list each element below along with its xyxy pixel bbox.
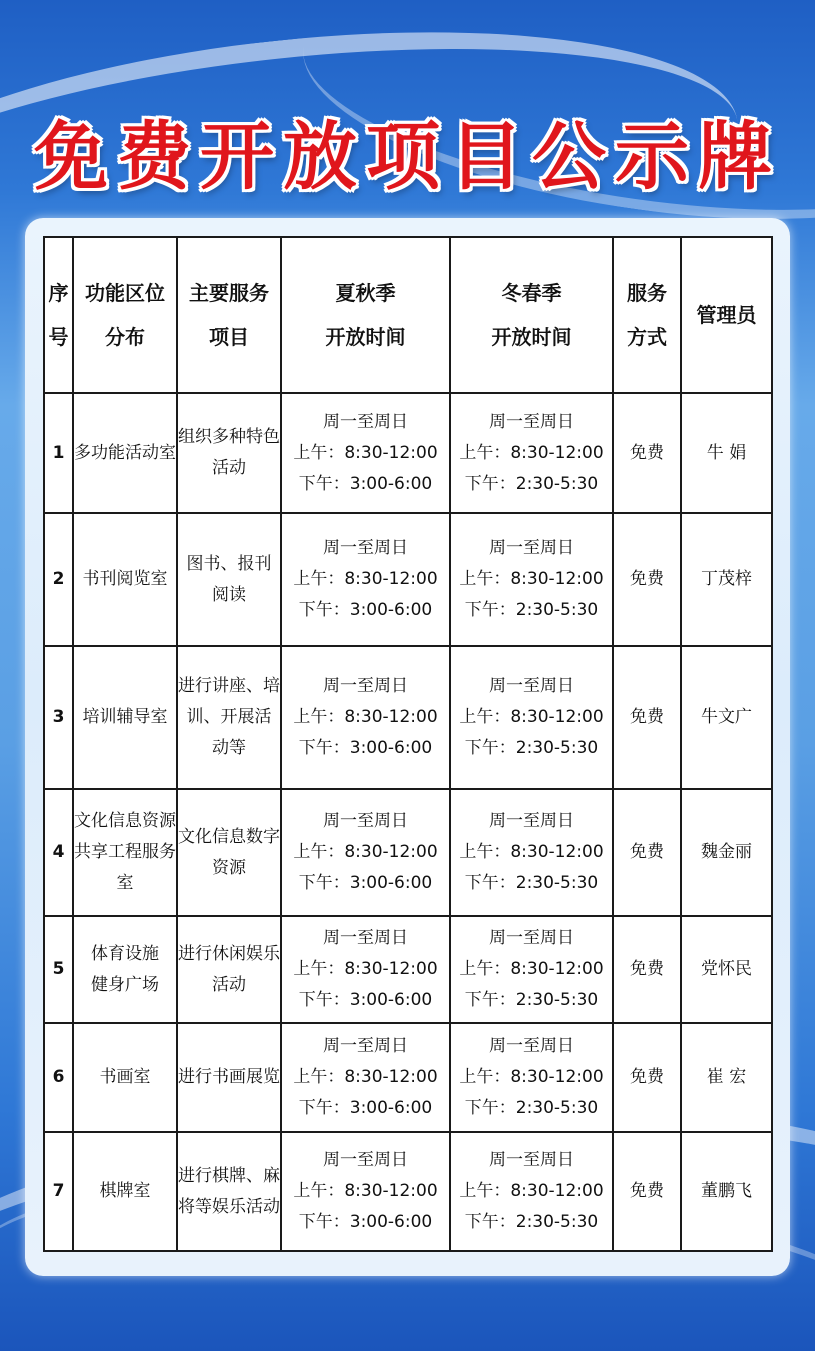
area-line: 棋牌室 xyxy=(99,1181,151,1201)
row-service xyxy=(177,646,281,789)
header-number-line1: 序 xyxy=(48,281,69,305)
summer-afternoon: 下午：3:00-6:00 xyxy=(298,600,433,620)
winter-days: 周一至周日 xyxy=(489,928,574,948)
row-winter-hours xyxy=(450,1132,613,1251)
service-line: 进行书画展览 xyxy=(178,1067,280,1087)
row-service xyxy=(177,513,281,646)
row-area xyxy=(73,513,177,646)
winter-afternoon: 下午：2:30-5:30 xyxy=(464,738,599,758)
row-area xyxy=(73,393,177,513)
winter-days: 周一至周日 xyxy=(489,411,574,432)
winter-afternoon: 下午：2:30-5:30 xyxy=(464,473,599,494)
row-admin: 崔 宏 xyxy=(681,1023,772,1132)
row-service-mode: 免费 xyxy=(613,646,681,789)
summer-morning: 上午：8:30-12:00 xyxy=(293,707,438,727)
winter-afternoon: 下午：2:30-5:30 xyxy=(464,990,599,1010)
row-winter-hours xyxy=(450,789,613,916)
winter-morning: 上午：8:30-12:00 xyxy=(459,569,604,589)
row-service-mode: 免费 xyxy=(613,1132,681,1251)
service-line: 进行休闲娱乐 xyxy=(178,943,280,964)
service-line: 进行棋牌、麻 xyxy=(178,1165,280,1186)
header-summer-line1: 夏秋季 xyxy=(335,281,396,305)
service-line: 阅读 xyxy=(212,584,246,605)
summer-morning: 上午：8:30-12:00 xyxy=(293,442,438,463)
row-area xyxy=(73,1132,177,1251)
summer-days: 周一至周日 xyxy=(323,411,408,432)
row-area xyxy=(73,916,177,1023)
header-service xyxy=(177,237,281,393)
table-row xyxy=(44,513,772,646)
row-area xyxy=(73,789,177,916)
area-line: 书刊阅览室 xyxy=(82,569,168,589)
row-service-mode: 免费 xyxy=(613,393,681,513)
row-area xyxy=(73,1023,177,1132)
summer-morning: 上午：8:30-12:00 xyxy=(293,959,438,979)
summer-afternoon: 下午：3:00-6:00 xyxy=(298,873,433,893)
header-row xyxy=(44,237,772,393)
row-service xyxy=(177,916,281,1023)
row-summer-hours xyxy=(281,393,450,513)
area-line: 共享工程服务 xyxy=(74,842,176,862)
summer-morning: 上午：8:30-12:00 xyxy=(293,1067,438,1087)
row-number: 7 xyxy=(44,1132,73,1251)
row-summer-hours xyxy=(281,916,450,1023)
row-number: 3 xyxy=(44,646,73,789)
row-service-mode: 免费 xyxy=(613,916,681,1023)
header-admin-label: 管理员 xyxy=(696,303,757,327)
row-summer-hours xyxy=(281,1023,450,1132)
summer-morning: 上午：8:30-12:00 xyxy=(293,842,438,862)
winter-morning: 上午：8:30-12:00 xyxy=(459,959,604,979)
service-line: 进行讲座、培 xyxy=(178,676,280,696)
winter-afternoon: 下午：2:30-5:30 xyxy=(464,600,599,620)
service-line: 训、开展活 xyxy=(186,707,272,727)
area-line: 健身广场 xyxy=(91,974,159,995)
row-summer-hours xyxy=(281,1132,450,1251)
header-mode-line1: 服务 xyxy=(627,281,667,305)
summer-days: 周一至周日 xyxy=(323,1036,408,1056)
winter-days: 周一至周日 xyxy=(489,811,574,831)
area-line: 体育设施 xyxy=(91,943,159,964)
winter-days: 周一至周日 xyxy=(489,1150,574,1170)
service-line: 将等娱乐活动 xyxy=(178,1196,280,1217)
area-line: 多功能活动室 xyxy=(74,442,176,463)
row-service-mode: 免费 xyxy=(613,1023,681,1132)
header-service-mode xyxy=(613,237,681,393)
row-summer-hours xyxy=(281,646,450,789)
service-line: 图书、报刊 xyxy=(186,553,272,574)
row-service xyxy=(177,393,281,513)
service-line: 动等 xyxy=(212,738,246,758)
header-summer-hours xyxy=(281,237,450,393)
summer-days: 周一至周日 xyxy=(323,538,408,558)
row-winter-hours xyxy=(450,1023,613,1132)
row-winter-hours xyxy=(450,916,613,1023)
table-row xyxy=(44,789,772,916)
row-service-mode: 免费 xyxy=(613,789,681,916)
row-winter-hours xyxy=(450,393,613,513)
header-summer-line2: 开放时间 xyxy=(325,325,406,349)
table-row xyxy=(44,1132,772,1251)
summer-afternoon: 下午：3:00-6:00 xyxy=(298,738,433,758)
header-area-line1: 功能区位 xyxy=(85,281,165,305)
area-line: 书画室 xyxy=(99,1067,151,1087)
header-service-line2: 项目 xyxy=(209,325,249,349)
winter-days: 周一至周日 xyxy=(489,1036,574,1056)
summer-days: 周一至周日 xyxy=(323,676,408,696)
header-area xyxy=(73,237,177,393)
winter-days: 周一至周日 xyxy=(489,538,574,558)
summer-days: 周一至周日 xyxy=(323,811,408,831)
row-winter-hours xyxy=(450,646,613,789)
header-winter-line2: 开放时间 xyxy=(491,325,572,349)
header-winter-hours xyxy=(450,237,613,393)
header-admin xyxy=(681,237,772,393)
summer-morning: 上午：8:30-12:00 xyxy=(293,569,438,589)
row-admin: 魏金丽 xyxy=(681,789,772,916)
row-number: 1 xyxy=(44,393,73,513)
service-line: 活动 xyxy=(212,974,246,995)
header-service-line1: 主要服务 xyxy=(189,281,269,305)
winter-morning: 上午：8:30-12:00 xyxy=(459,1181,604,1201)
row-number: 5 xyxy=(44,916,73,1023)
header-area-line2: 分布 xyxy=(105,325,145,349)
row-service xyxy=(177,1132,281,1251)
row-number: 4 xyxy=(44,789,73,916)
winter-afternoon: 下午：2:30-5:30 xyxy=(464,1098,599,1118)
service-line: 组织多种特色 xyxy=(178,427,280,447)
service-line: 活动 xyxy=(212,458,246,478)
row-service-mode: 免费 xyxy=(613,513,681,646)
row-area xyxy=(73,646,177,789)
service-line: 文化信息数字 xyxy=(178,826,280,847)
row-admin: 牛文广 xyxy=(681,646,772,789)
table-row xyxy=(44,393,772,513)
summer-days: 周一至周日 xyxy=(323,928,408,948)
open-projects-table xyxy=(43,236,773,1252)
row-summer-hours xyxy=(281,513,450,646)
winter-morning: 上午：8:30-12:00 xyxy=(459,707,604,727)
winter-afternoon: 下午：2:30-5:30 xyxy=(464,1212,599,1232)
summer-morning: 上午：8:30-12:00 xyxy=(293,1181,438,1201)
row-number: 2 xyxy=(44,513,73,646)
winter-morning: 上午：8:30-12:00 xyxy=(459,442,604,463)
row-summer-hours xyxy=(281,789,450,916)
row-service xyxy=(177,1023,281,1132)
board-title: 免费开放项目公示牌 xyxy=(34,114,781,200)
service-line: 资源 xyxy=(212,857,246,878)
row-number: 6 xyxy=(44,1023,73,1132)
table-row xyxy=(44,916,772,1023)
table-row xyxy=(44,1023,772,1132)
area-line: 室 xyxy=(116,873,134,893)
area-line: 培训辅导室 xyxy=(82,707,168,727)
winter-morning: 上午：8:30-12:00 xyxy=(459,842,604,862)
summer-afternoon: 下午：3:00-6:00 xyxy=(298,1212,433,1232)
header-mode-line2: 方式 xyxy=(627,325,667,349)
header-winter-line1: 冬春季 xyxy=(501,281,562,305)
winter-morning: 上午：8:30-12:00 xyxy=(459,1067,604,1087)
table-row xyxy=(44,646,772,789)
row-admin: 丁茂梓 xyxy=(681,513,772,646)
winter-afternoon: 下午：2:30-5:30 xyxy=(464,873,599,893)
row-admin: 党怀民 xyxy=(681,916,772,1023)
summer-afternoon: 下午：3:00-6:00 xyxy=(298,473,433,494)
header-number xyxy=(44,237,73,393)
row-admin: 牛 娟 xyxy=(681,393,772,513)
summer-afternoon: 下午：3:00-6:00 xyxy=(298,990,433,1010)
row-service xyxy=(177,789,281,916)
header-number-line2: 号 xyxy=(48,325,69,349)
summer-afternoon: 下午：3:00-6:00 xyxy=(298,1098,433,1118)
row-winter-hours xyxy=(450,513,613,646)
winter-days: 周一至周日 xyxy=(489,676,574,696)
summer-days: 周一至周日 xyxy=(323,1150,408,1170)
row-admin: 董鹏飞 xyxy=(681,1132,772,1251)
area-line: 文化信息资源 xyxy=(74,811,176,831)
